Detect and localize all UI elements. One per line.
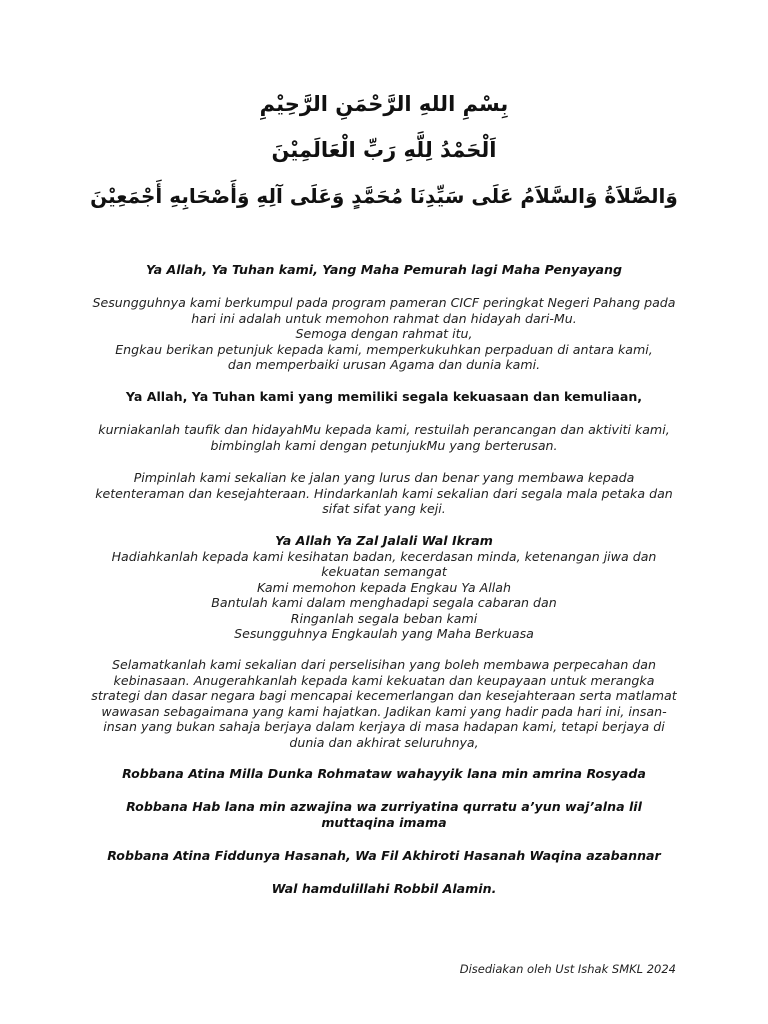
robbana-2-line: muttaqina imama: [321, 814, 447, 830]
paragraph-5-line: dunia dan akhirat seluruhnya,: [289, 734, 479, 750]
paragraph-5-line: Selamatkanlah kami sekalian dari perselisihan yang boleh membawa perpecahan dan: [111, 657, 656, 672]
robbana-2-line: Robbana Hab lana min azwajina wa zurriyatina qurratu a’yun waj’alna lil: [126, 799, 642, 814]
heading-ya-allah-2: Ya Allah, Ya Tuhan kami yang memiliki segala kekuasaan dan kemuliaan,: [125, 389, 643, 404]
paragraph-2-line: kurniakanlah taufik dan hidayahMu kepada kami, restuilah perancangan dan aktiviti kami,: [98, 422, 670, 437]
paragraph-1: [84, 295, 684, 373]
paragraph-2-line: bimbinglah kami dengan petunjukMu yang berterusan.: [210, 437, 558, 453]
paragraph-5-line: wawasan sebagaimana yang kami hajatkan. Jadikan kami yang hadir pada hari ini, insan-: [101, 703, 667, 719]
paragraph-1-line: Semoga dengan rahmat itu,: [295, 326, 473, 341]
robbana-1: Robbana Atina Milla Dunka Rohmataw wahayyik lana min amrina Rosyada: [122, 766, 646, 781]
paragraph-2: [84, 422, 684, 453]
paragraph-3-line: ketenteraman dan kesejahteraan. Hindarkanlah kami sekalian dari segala mala petaka dan: [95, 485, 673, 501]
paragraph-4: [84, 533, 684, 642]
paragraph-5-line: kebinasaan. Anugerahkanlah kepada kami kekuatan dan keupayaan untuk merangka: [113, 672, 655, 688]
heading-zal-jalali: Ya Allah Ya Zal Jalali Wal Ikram: [275, 533, 493, 548]
paragraph-1-line: Engkau berikan petunjuk kepada kami, memperkukuhkan perpaduan di antara kami,: [115, 341, 653, 357]
paragraph-1-line: dan memperbaiki urusan Agama dan dunia kami.: [227, 357, 541, 372]
paragraph-5-line: insan yang bukan sahaja berjaya dalam kerjaya di masa hadapan kami, tetapi berjaya di: [103, 719, 665, 734]
heading-ya-allah-1: Ya Allah, Ya Tuhan kami, Yang Maha Pemurah lagi Maha Penyayang: [145, 262, 623, 277]
robbana-2: [84, 799, 684, 830]
selawat: وَالصَّلاَةُ وَالسَّلاَمُ عَلَى سَيِّدِنَا مُحَمَّدٍ وَعَلَى آلِهِ وَأَصْحَابِهِ أَجْمَعِيْنَ: [90, 184, 678, 208]
paragraph-3-line: Pimpinlah kami sekalian ke jalan yang lurus dan benar yang membawa kepada: [133, 470, 635, 485]
paragraph-1-line: Sesungguhnya kami berkumpul pada program pameran CICF peringkat Negeri Pahang pada: [92, 295, 676, 310]
paragraph-4-line: Bantulah kami dalam menghadapi segala cabaran dan: [211, 595, 557, 610]
paragraph-4-line: kekuatan semangat: [321, 564, 447, 579]
paragraph-4-line: Hadiahkanlah kepada kami kesihatan badan, kecerdasan minda, ketenangan jiwa dan: [111, 548, 657, 564]
paragraph-5: [84, 657, 684, 750]
paragraph-3-line: sifat sifat yang keji.: [322, 501, 446, 516]
hamdalah: اَلْحَمْدُ لِلَّهِ رَبِّ الْعَالَمِيْنَ: [271, 138, 497, 162]
basmalah: بِسْمِ اللهِ الرَّحْمَنِ الرَّحِيْمِ: [259, 92, 509, 116]
paragraph-5-line: strategi dan dasar negara bagi mencapai kecemerlangan dan kesejahteraan serta matlamat: [91, 688, 677, 703]
footer-credit: Disediakan oleh Ust Ishak SMKL 2024: [459, 962, 676, 976]
paragraph-4-line: Ringanlah segala beban kami: [290, 610, 478, 626]
robbana-3: Robbana Atina Fiddunya Hasanah, Wa Fil Akhiroti Hasanah Waqina azabannar: [107, 848, 661, 863]
paragraph-4-line: Sesungguhnya Engkaulah yang Maha Berkuasa: [234, 626, 534, 641]
paragraph-1-line: hari ini adalah untuk memohon rahmat dan hidayah dari-Mu.: [191, 310, 577, 326]
paragraph-4-line: Kami memohon kepada Engkau Ya Allah: [257, 579, 511, 595]
paragraph-3: [84, 470, 684, 517]
closing-line: Wal hamdulillahi Robbil Alamin.: [271, 881, 497, 896]
